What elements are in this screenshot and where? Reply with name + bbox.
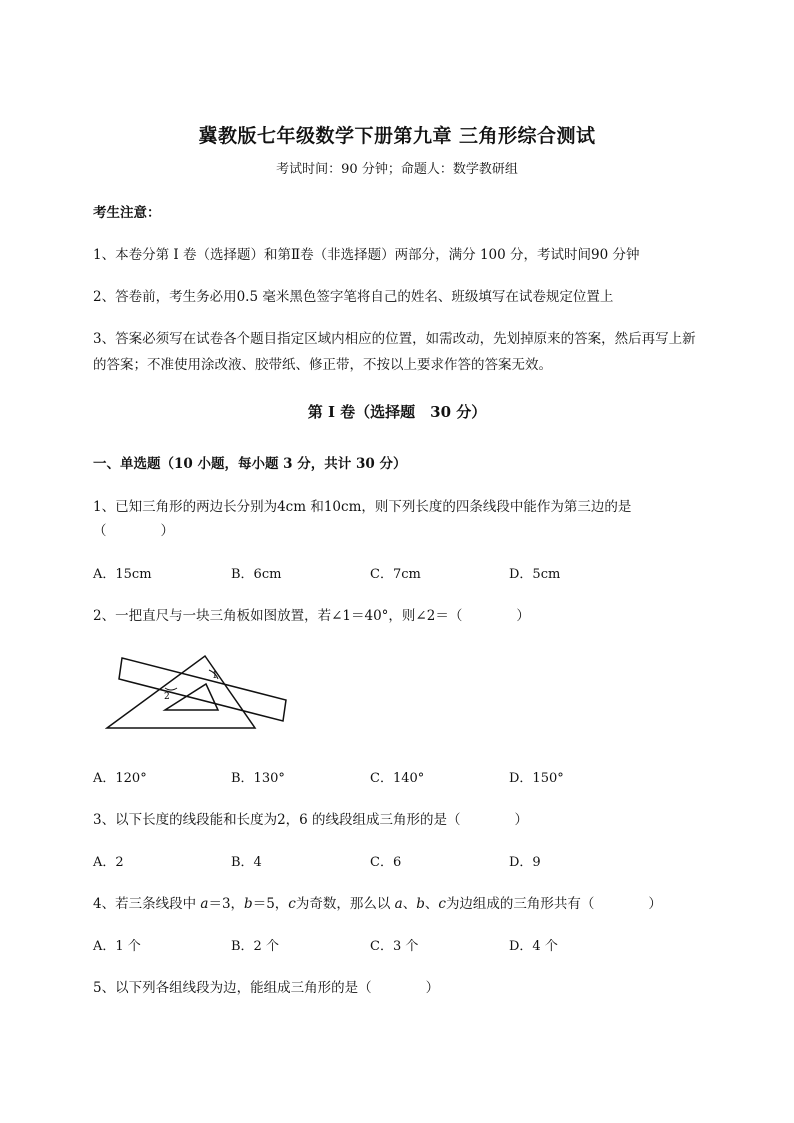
notice-item-1: 1、本卷分第 I 卷（选择题）和第Ⅱ卷（非选择题）两部分，满分 100 分，考试时间90 分钟 — [93, 247, 640, 263]
notice-item-3-cont: 的答案；不准使用涂改液、胶带纸、修正带，不按以上要求作答的答案无效。 — [93, 357, 552, 373]
q3-option-c: C．6 — [370, 855, 402, 870]
ruler-triangle-figure — [105, 652, 295, 732]
angle-2-arc — [165, 688, 177, 690]
question-2-stem: 2、一把直尺与一块三角板如图放置，若∠1＝40°，则∠2＝（ ） — [93, 608, 530, 624]
question-5-stem: 5、以下列各组线段为边，能组成三角形的是（ ） — [93, 980, 440, 996]
q4-option-a: A．1 个 — [93, 939, 141, 954]
q3-option-a: A．2 — [93, 855, 124, 870]
question-3-stem: 3、以下长度的线段能和长度为2，6 的线段组成三角形的是（ ） — [93, 812, 529, 828]
q4-option-b: B．2 个 — [231, 939, 279, 954]
q4-text-3: ＝5， — [252, 896, 289, 912]
notice-item-2: 2、答卷前，考生务必用0.5 毫米黑色签字笔将自己的姓名、班级填写在试卷规定位置上 — [93, 289, 614, 305]
q4-text-7: 为边组成的三角形共有（ ） — [445, 896, 662, 912]
angle-2-label: 2 — [164, 692, 170, 702]
q1-option-d: D．5cm — [509, 567, 561, 582]
q2-option-c: C．140° — [370, 771, 425, 786]
q4-text-6: 、 — [424, 896, 439, 912]
q2-option-d: D．150° — [509, 771, 564, 786]
section-title: 第 I 卷（选择题 30 分） — [307, 403, 487, 421]
q4-text-4: 为奇数，那么以 — [295, 896, 395, 912]
exam-info: 考试时间：90 分钟；命题人：数学教研组 — [276, 162, 518, 177]
notice-item-3: 3、答案必须写在试卷各个题目指定区域内相应的位置，如需改动，先划掉原来的答案，然后再写上新 — [93, 331, 696, 347]
part-heading: 一、单选题（10 小题，每小题 3 分，共计 30 分） — [93, 456, 407, 472]
q4-var-a: a — [200, 896, 209, 912]
q4-option-d: D．4 个 — [509, 939, 558, 954]
q3-option-d: D．9 — [509, 855, 541, 870]
q1-option-c: C．7cm — [370, 567, 421, 582]
page-title: 冀教版七年级数学下册第九章 三角形综合测试 — [198, 125, 596, 147]
q1-option-b: B．6cm — [231, 567, 282, 582]
q4-var-b2: b — [416, 896, 425, 912]
q4-text-5: 、 — [402, 896, 417, 912]
q4-var-b: b — [244, 896, 253, 912]
ruler-shape — [119, 658, 286, 721]
q4-text-1: 4、若三条线段中 — [93, 896, 201, 912]
q4-option-c: C．3 个 — [370, 939, 419, 954]
q3-option-b: B．4 — [231, 855, 262, 870]
question-1-blank: （ ） — [93, 523, 174, 539]
q2-option-a: A．120° — [93, 771, 147, 786]
q4-text-2: ＝3， — [208, 896, 245, 912]
angle-1-label: 1 — [212, 671, 218, 681]
q4-var-c: c — [288, 896, 296, 912]
q2-option-b: B．130° — [231, 771, 285, 786]
q4-var-a2: a — [394, 896, 403, 912]
notice-heading: 考生注意： — [93, 205, 161, 221]
question-1-stem: 1、已知三角形的两边长分别为4cm 和10cm，则下列长度的四条线段中能作为第三边的是 — [93, 499, 632, 515]
q1-option-a: A．15cm — [93, 567, 152, 582]
question-4-stem — [93, 892, 662, 912]
q4-var-c2: c — [438, 896, 446, 912]
large-triangle-shape — [107, 656, 255, 728]
